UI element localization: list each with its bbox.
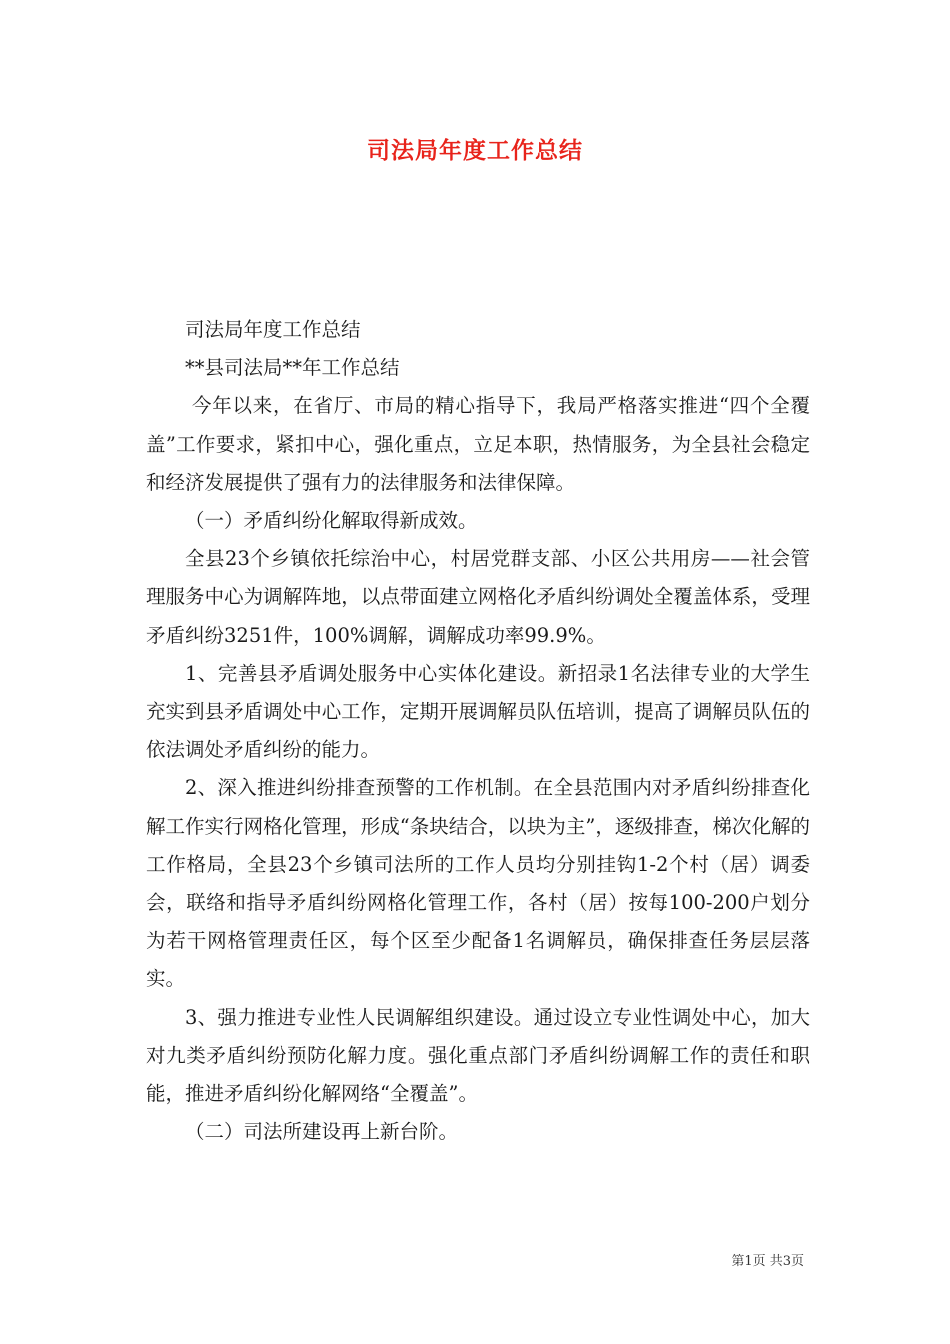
document-title: 司法局年度工作总结 <box>367 138 583 164</box>
paragraph-subtitle: **县司法局**年工作总结 <box>185 356 400 380</box>
paragraph-item-1: 1、完善县矛盾调处服务中心实体化建设。新招录1名法律专业的大学生充实到县矛盾调处中心工作，定期开展调解员队伍培训，提高了调解员队伍的依法调处矛盾纠纷的能力。 <box>146 661 810 762</box>
paragraph-section-1: （一）矛盾纠纷化解取得新成效。 <box>185 509 478 533</box>
paragraph-section-1-body: 全县23个乡镇依托综治中心，村居党群支部、小区公共用房——社会管理服务中心为调解阵地，以点带面建立网格化矛盾纠纷调处全覆盖体系，受理矛盾纠纷3251件，100%调解，调解成功率99.9%。 <box>146 547 810 647</box>
paragraph-item-2: 2、深入推进纠纷排查预警的工作机制。在全县范围内对矛盾纠纷排查化解工作实行网格化管理，形成“条块结合，以块为主”，逐级排查，梯次化解的工作格局，全县23个乡镇司法所的工作人员均分别挂钩1-2个村（居）调委会，联络和指导矛盾纠纷网格化管理工作，各村（居）按每100-200户划分为若干网格管理责任区，每个区至少配备1名调解员，确保排查任务层层落实。 <box>146 776 810 991</box>
paragraph-heading: 司法局年度工作总结 <box>185 318 361 341</box>
paragraph-intro: 今年以来，在省厅、市局的精心指导下，我局严格落实推进“四个全覆盖”工作要求，紧扣中心，强化重点，立足本职，热情服务，为全县社会稳定和经济发展提供了强有力的法律服务和法律保障。 <box>146 394 810 494</box>
paragraph-item-3: 3、强力推进专业性人民调解组织建设。通过设立专业性调处中心，加大对九类矛盾纠纷预防化解力度。强化重点部门矛盾纠纷调解工作的责任和职能，推进矛盾纠纷化解网络“全覆盖”。 <box>146 1005 810 1106</box>
page-number: 第1页 共3页 <box>731 1254 804 1269</box>
document-body <box>146 311 810 1151</box>
paragraph-section-2: （二）司法所建设再上新台阶。 <box>185 1120 459 1144</box>
